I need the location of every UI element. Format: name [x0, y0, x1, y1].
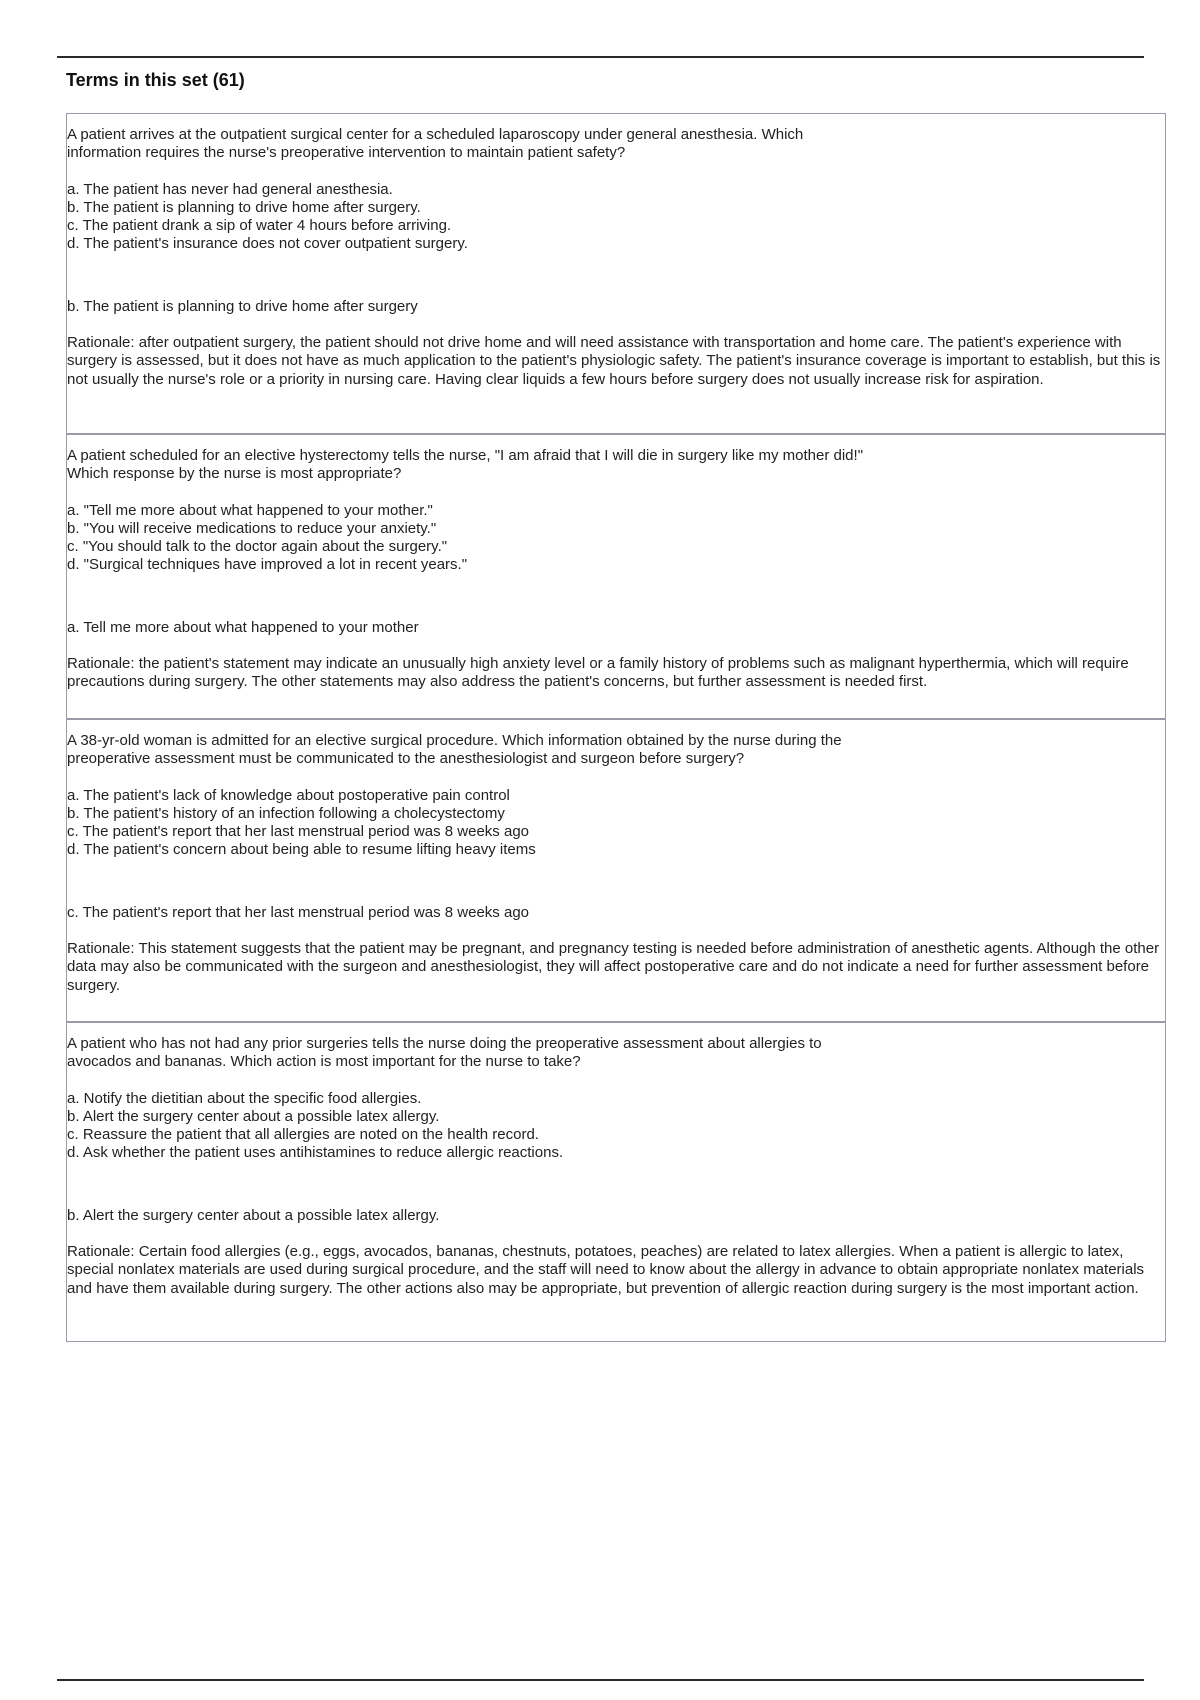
option-b: b. Alert the surgery center about a possible latex allergy.: [67, 1107, 440, 1125]
option-a: a. Notify the dietitian about the specific food allergies.: [67, 1089, 422, 1107]
option-c: c. The patient drank a sip of water 4 hours before arriving.: [67, 217, 452, 235]
option-c: c. The patient's report that her last menstrual period was 8 weeks ago: [67, 823, 529, 841]
options-list: [67, 787, 1164, 860]
rationale-text: Rationale: Certain food allergies (e.g., eggs, avocados, bananas, chestnuts, potatoes, peaches) are related to latex allergies. When a patient is allergic to latex, special nonlatex materials are used during surgical procedure, and the staff will need to know about the allergy in advance to obtain appropriate nonlatex materials and have them available during surgery. The other actions also may be appropriate, but prevention of allergic reaction during surgery is the most important action.: [67, 1243, 1145, 1297]
option-d: d. The patient's concern about being able to resume lifting heavy items: [67, 841, 536, 859]
question-text: A patient arrives at the outpatient surgical center for a scheduled laparoscopy under general anesthesia. Which information requires the nurse's preoperative intervention to maintain patient safety?: [67, 126, 804, 162]
rationale-text: Rationale: the patient's statement may indicate an unusually high anxiety level or a family history of problems such as malignant hyperthermia, which will require precautions during surgery. The other statements may also address the patient's concerns, but further assessment is needed first.: [67, 655, 1129, 691]
term-card: [67, 435, 1165, 720]
option-d: d. "Surgical techniques have improved a lot in recent years.": [67, 556, 468, 574]
question-text: A patient scheduled for an elective hysterectomy tells the nurse, "I am afraid that I will die in surgery like my mother did!" Which response by the nurse is most appropriate?: [67, 447, 864, 483]
terms-list: [66, 113, 1166, 1342]
term-card: [67, 1023, 1165, 1341]
term-card: [67, 114, 1165, 435]
option-b: b. "You will receive medications to reduce your anxiety.": [67, 519, 437, 537]
term-card: [67, 720, 1165, 1023]
answer-text: b. The patient is planning to drive home after surgery: [67, 297, 418, 315]
options-list: [67, 502, 1164, 575]
top-rule: [57, 56, 1144, 58]
question-text: A 38-yr-old woman is admitted for an elective surgical procedure. Which information obtained by the nurse during the preoperative assessment must be communicated to the anesthesiologist and surgeon before surgery?: [67, 732, 842, 768]
option-b: b. The patient's history of an infection following a cholecystectomy: [67, 804, 505, 822]
option-a: a. The patient has never had general anesthesia.: [67, 180, 393, 198]
option-c: c. Reassure the patient that all allergies are noted on the health record.: [67, 1126, 539, 1144]
rationale-text: Rationale: This statement suggests that the patient may be pregnant, and pregnancy testing is needed before administration of anesthetic agents. Although the other data may also be communicated with the surgeon and anesthesiologist, they will affect postoperative care and do not indicate a need for further assessment before surgery.: [67, 940, 1160, 994]
options-list: [67, 181, 1164, 254]
option-d: d. Ask whether the patient uses antihistamines to reduce allergic reactions.: [67, 1144, 564, 1162]
option-a: a. The patient's lack of knowledge about postoperative pain control: [67, 786, 510, 804]
answer-text: a. Tell me more about what happened to your mother: [67, 618, 419, 636]
question-text: A patient who has not had any prior surgeries tells the nurse doing the preoperative assessment about allergies to avocados and bananas. Which action is most important for the nurse to take?: [67, 1035, 822, 1071]
option-b: b. The patient is planning to drive home after surgery.: [67, 198, 421, 216]
option-d: d. The patient's insurance does not cover outpatient surgery.: [67, 235, 468, 253]
option-c: c. "You should talk to the doctor again about the surgery.": [67, 538, 448, 556]
option-a: a. "Tell me more about what happened to your mother.": [67, 501, 433, 519]
rationale-text: Rationale: after outpatient surgery, the patient should not drive home and will need assistance with transportation and home care. The patient's experience with surgery is assessed, but it does not have as much application to the patient's physiologic safety. The patient's insurance coverage is important to establish, but this is not usually the nurse's role or a priority in nursing care. Having clear liquids a few hours before surgery does not usually increase risk for aspiration.: [67, 334, 1161, 388]
set-title: Terms in this set (61): [66, 70, 245, 90]
bottom-rule: [57, 1679, 1144, 1681]
answer-text: b. Alert the surgery center about a possible latex allergy.: [67, 1206, 440, 1224]
options-list: [67, 1090, 1164, 1163]
answer-text: c. The patient's report that her last menstrual period was 8 weeks ago: [67, 903, 529, 921]
